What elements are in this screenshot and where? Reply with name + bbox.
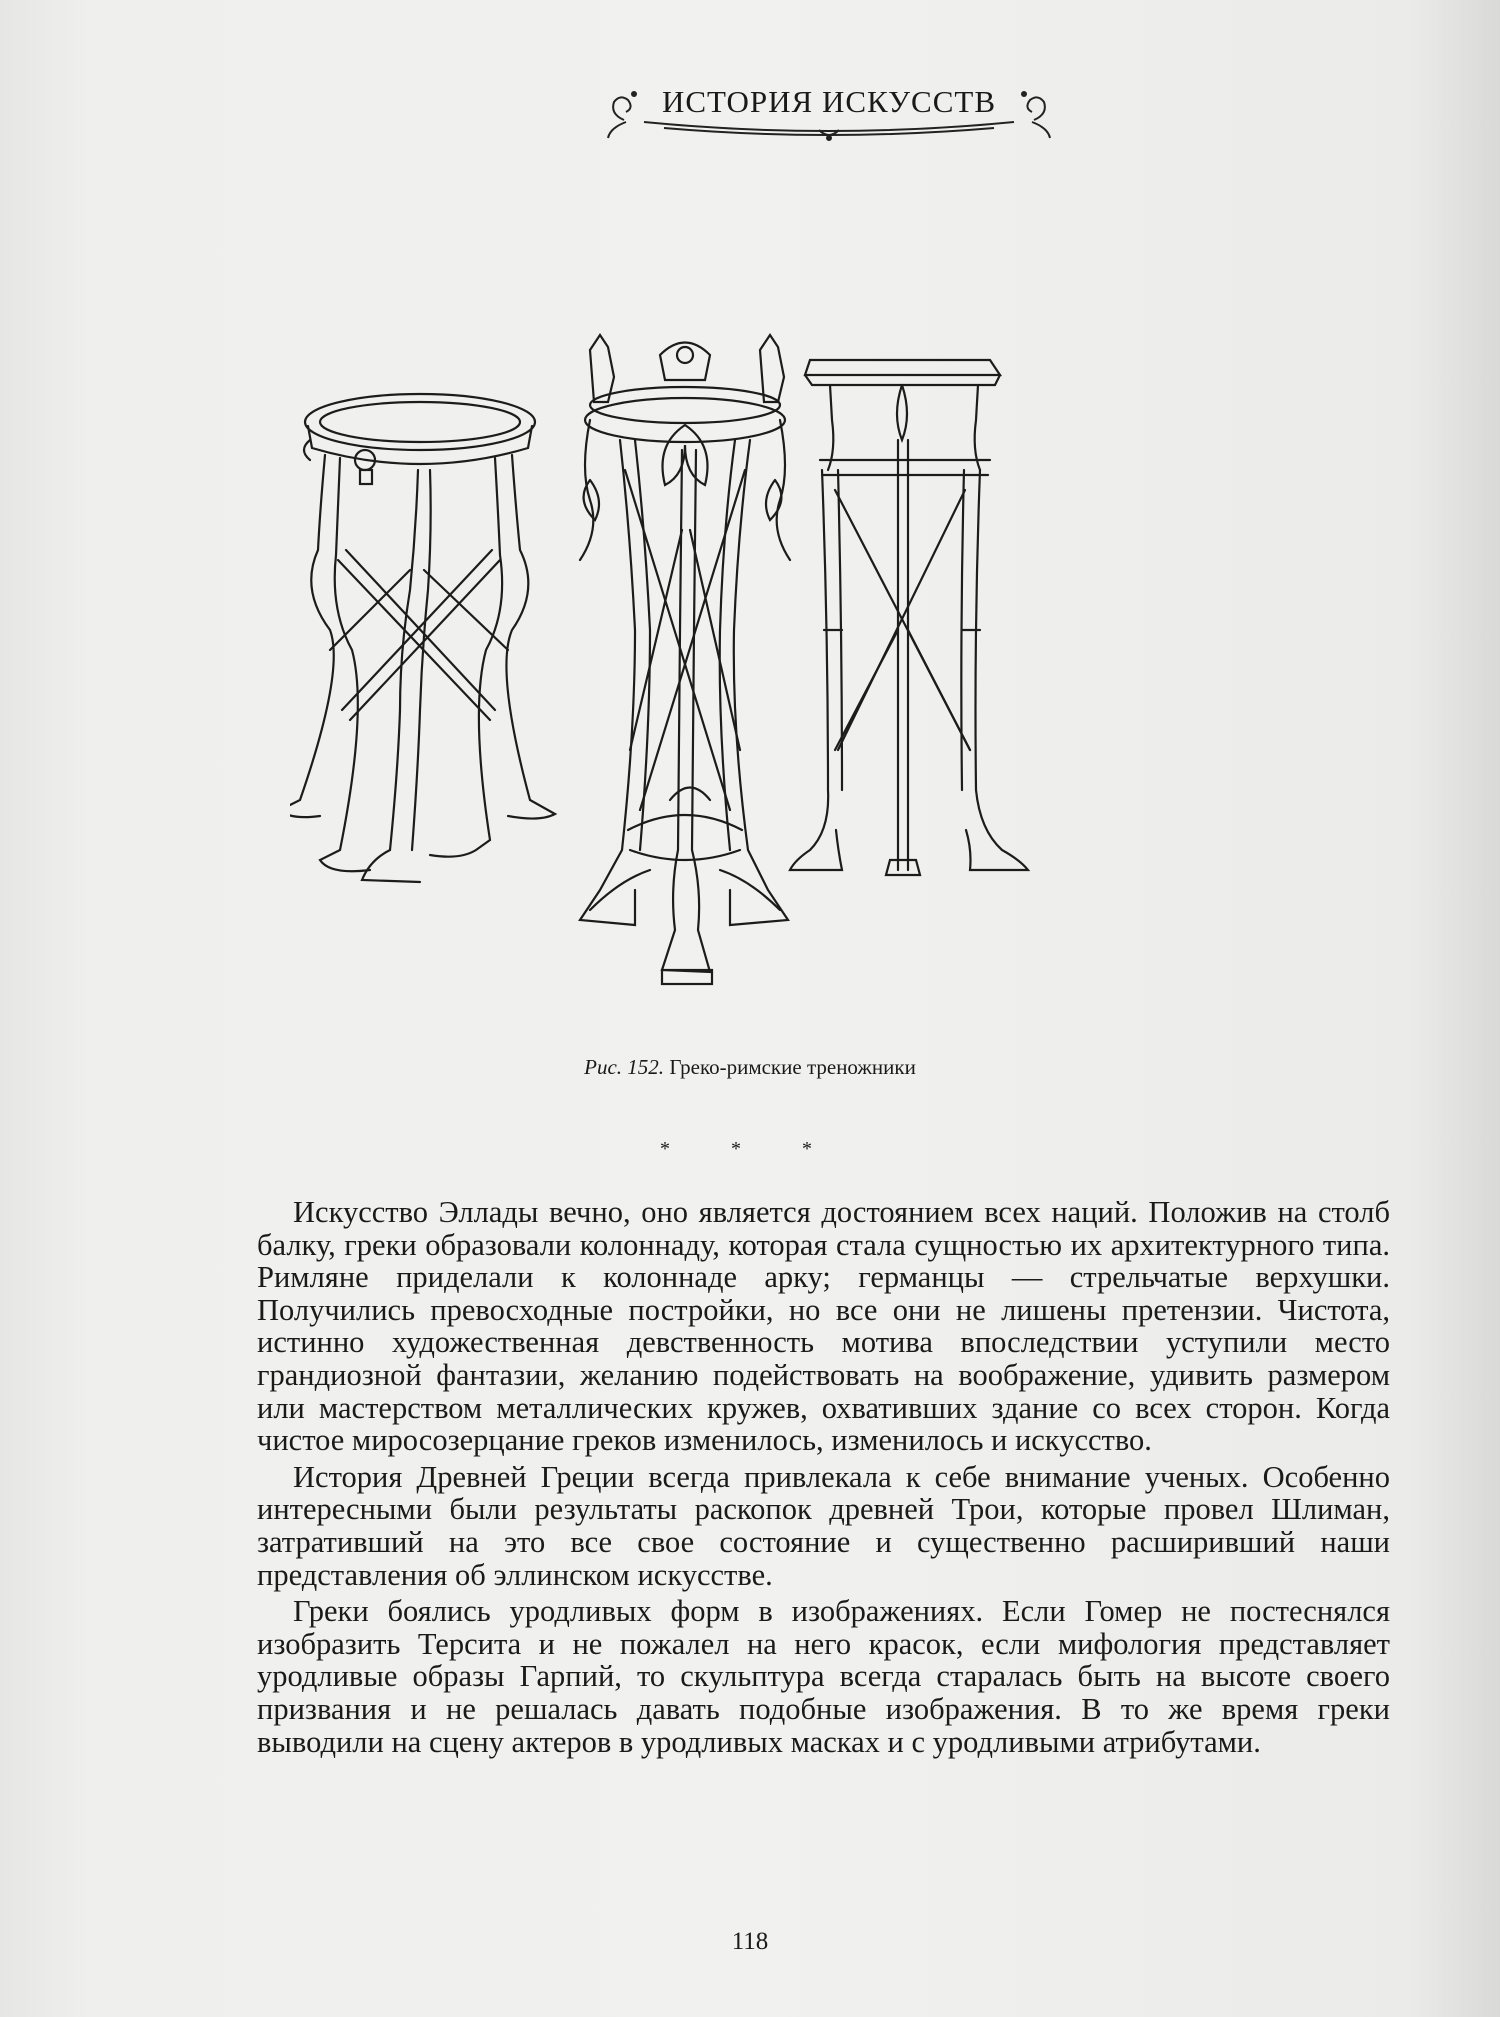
paragraph-2: История Древней Греции всегда привлекала к себе внимание ученых. Особенно интересными были результаты раскопок древней Трои, которые провел Шлиман, затративший на это все свое состояние и существенно расширивший наши представления об эллинском искусстве. (257, 1459, 1390, 1592)
paragraph-3: Греки боялись уродливых форм в изображениях. Если Гомер не постеснялся изобразить Терсита и не пожалел на него красок, если мифология представляет уродливые образы Гарпий, то скульптура всегда старалась быть на высоте своего призвания и не решалась давать подобные изображения. В то же время греки выводили на сцену актеров в уродливых масках и с уродливыми атрибутами. (257, 1594, 1390, 1759)
section-separator: * * * (660, 1138, 840, 1160)
figure-number: Рис. 152. (584, 1055, 665, 1079)
figure-caption (0, 1055, 1500, 1080)
page-number: 118 (731, 1928, 769, 1955)
paragraph-1: Искусство Эллады вечно, оно является достоянием всех наций. Положив на столб балку, греки образовали колоннаду, которая стала сущностью их архитектурного типа. Римляне приделали к колоннаде арку; германцы — стрельчатые верхушки. Получились превосходные постройки, но все они не лишены претензии. Чистота, истинно художественная девственность мотива впоследствии уступили место грандиозной фантазии, желанию подействовать на воображение, удивить размером или мастерством металлических кружев, охвативших здание со всех сторон. Когда чистое миросозерцание греков изменилось, изменилось и искусство. (257, 1195, 1390, 1458)
header-title: ИСТОРИЯ ИСКУССТВ (661, 84, 997, 119)
running-header (604, 82, 1054, 142)
body-text (257, 1196, 1390, 1762)
left-tripod (290, 394, 555, 882)
figure-title: Греко-римские треножники (669, 1055, 916, 1079)
tripods-illustration (290, 330, 1070, 1020)
middle-tripod (580, 335, 790, 984)
right-tripod (790, 360, 1028, 875)
